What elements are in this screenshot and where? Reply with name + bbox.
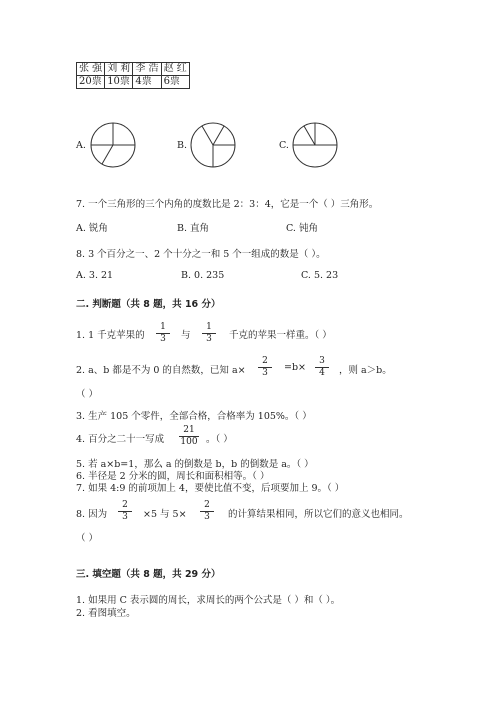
- question-8: 8. 3 个百分之一、2 个十分之一和 5 个一组成的数是（ ）。: [76, 249, 326, 260]
- fraction: [156, 322, 170, 345]
- fraction-denominator: 3: [262, 368, 268, 378]
- option-a-label: A.: [76, 140, 86, 151]
- vote-table-name: 李 浩: [133, 63, 161, 76]
- judge-q2-pre: 2. a、b 都是不为 0 的自然数，已知 a×: [76, 365, 246, 376]
- fraction-numerator: 3: [315, 356, 329, 368]
- judge-q1-mid: 与: [181, 330, 191, 341]
- question-7: 7. 一个三角形的三个内角的度数比是 2：3：4，它是一个（ ）三角形。: [76, 199, 379, 210]
- judge-q7: 7. 如果 4:9 的前项加上 4，要使比值不变，后项要加上 9。（ ）: [76, 483, 345, 494]
- fraction-denominator: 3: [204, 512, 210, 522]
- option-c-label: C.: [279, 140, 289, 151]
- vote-table-name: 张 强: [77, 63, 105, 76]
- vote-table-count: 4票: [133, 76, 161, 89]
- fraction: [258, 356, 272, 379]
- fraction-denominator: 4: [319, 368, 325, 378]
- section-2-title: 二. 判断题（共 8 题，共 16 分）: [76, 299, 221, 310]
- fraction: [315, 356, 329, 379]
- fraction-denominator: 3: [206, 334, 212, 344]
- judge-q6: 6. 半径是 2 分米的圆，周长和面积相等。（ ）: [76, 471, 270, 482]
- judge-q8-paren: （ ）: [76, 533, 99, 544]
- judge-q3: 3. 生产 105 个零件，全部合格，合格率为 105%。（ ）: [76, 411, 312, 422]
- vote-table-count: 10票: [105, 76, 133, 89]
- fraction: [200, 500, 214, 523]
- vote-table: [76, 62, 190, 89]
- pie-chart-a: [88, 120, 138, 170]
- vote-table-name: 刘 莉: [105, 63, 133, 76]
- pie-chart-b: [188, 120, 238, 170]
- fill-q1: 1. 如果用 C 表示圆的周长，求周长的两个公式是（ ）和（ ）。: [76, 595, 341, 606]
- fraction-numerator: 1: [156, 322, 170, 334]
- judge-q1-post: 千克的苹果一样重。（ ）: [229, 330, 332, 341]
- q7-option-b: B. 直角: [177, 223, 210, 234]
- judge-q8-mid: ×5 与 5×: [143, 509, 187, 520]
- judge-q4-pre: 4. 百分之二十一写成: [76, 434, 165, 445]
- judge-q2-mid: =b×: [284, 362, 307, 373]
- judge-q2-paren: （ ）: [76, 389, 99, 400]
- fraction: [118, 500, 132, 523]
- q7-option-c: C. 钝角: [286, 223, 318, 234]
- judge-q5: 5. 若 a×b=1，那么 a 的倒数是 b，b 的倒数是 a。（ ）: [76, 459, 314, 470]
- fraction-denominator: 3: [122, 512, 128, 522]
- vote-table-name: 赵 红: [161, 63, 189, 76]
- fraction-numerator: 2: [118, 500, 132, 512]
- fill-q2: 2. 看图填空。: [76, 608, 136, 619]
- fraction-numerator: 2: [200, 500, 214, 512]
- q8-option-a: A. 3. 21: [76, 270, 114, 281]
- judge-q8-pre: 8. 因为: [76, 509, 108, 520]
- fraction-denominator: 3: [160, 334, 166, 344]
- fraction-numerator: 1: [202, 322, 216, 334]
- fraction: [202, 322, 216, 345]
- judge-q8-post: 的计算结果相同，所以它们的意义也相同。: [228, 509, 409, 520]
- q8-option-b: B. 0. 235: [181, 270, 225, 281]
- judge-q1-pre: 1. 1 千克苹果的: [76, 330, 145, 341]
- fraction-numerator: 2: [258, 356, 272, 368]
- q8-option-c: C. 5. 23: [301, 270, 339, 281]
- fraction-denominator: 100: [180, 437, 198, 447]
- fraction-numerator: 21: [179, 425, 199, 437]
- q7-option-a: A. 锐角: [76, 223, 108, 234]
- judge-q4-post: 。（ ）: [206, 434, 233, 445]
- pie-chart-c: [290, 120, 340, 170]
- section-3-title: 三. 填空题（共 8 题，共 29 分）: [76, 569, 221, 580]
- fraction: [179, 425, 199, 448]
- option-b-label: B.: [177, 140, 188, 151]
- vote-table-count: 20票: [77, 76, 105, 89]
- judge-q2-post: ，则 a＞b。: [339, 365, 392, 376]
- vote-table-count: 6票: [161, 76, 189, 89]
